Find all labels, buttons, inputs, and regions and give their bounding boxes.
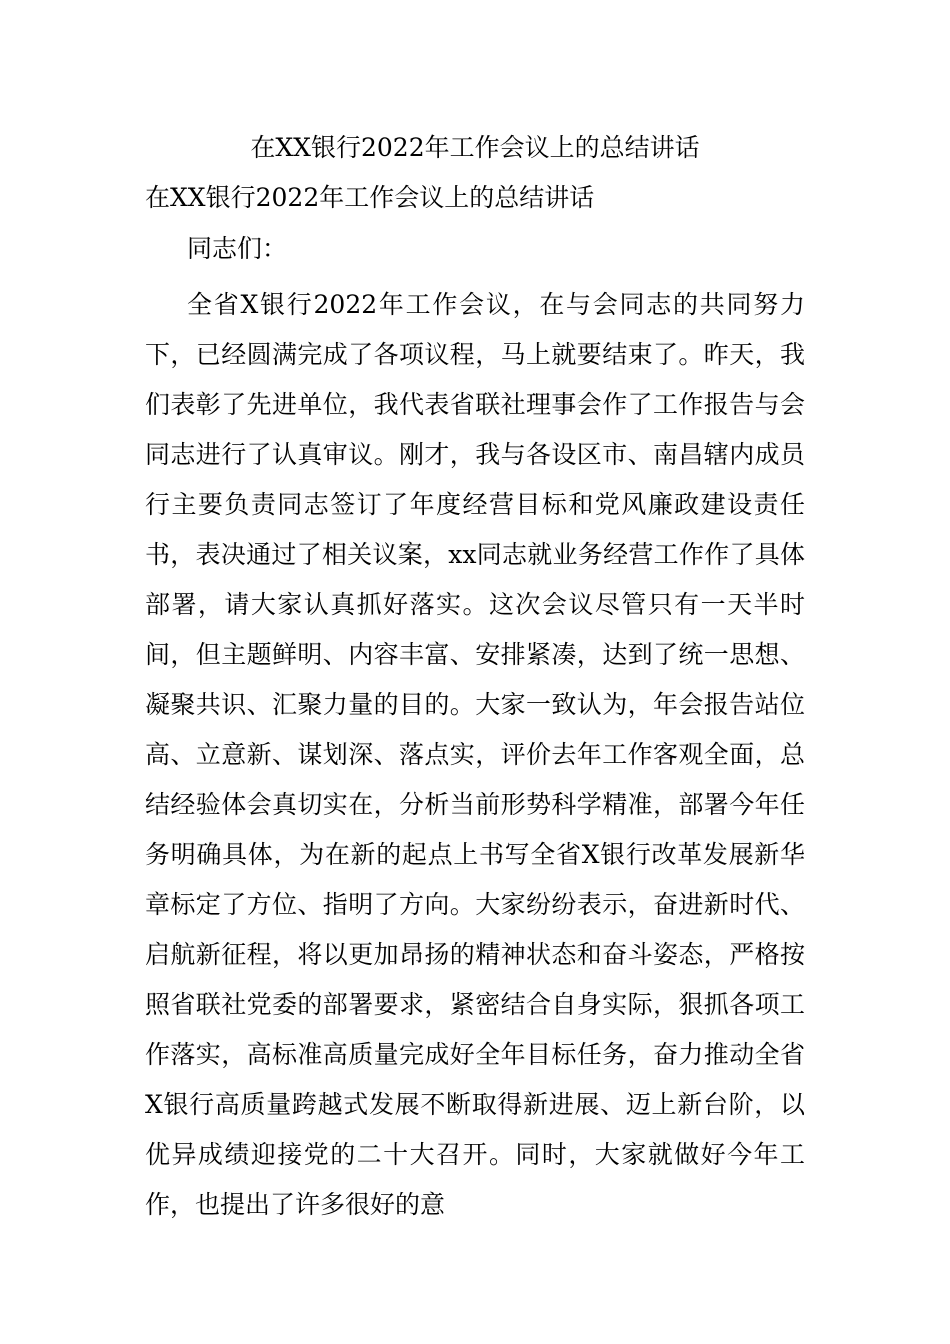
salutation: 同志们： (187, 234, 288, 263)
body-paragraph: 全省X银行2022年工作会议，在与会同志的共同努力下，已经圆满完成了各项议程，马上就要结束了。昨天，我们表彰了先进单位，我代表省联社理事会作了工作报告与会同志进行了认真审议。刚才，我与各设区市、南昌辖内成员行主要负责同志签订了年度经营目标和党风廉政建设责任书，表决通过了相关议案，xx同志就业务经营工作作了具体部署，请大家认真抓好落实。这次会议尽管只有一天半时间，但主题鲜明、内容丰富、安排紧凑，达到了统一思想、凝聚共识、汇聚力量的目的。大家一致认为，年会报告站位高、立意新、谋划深、落点实，评价去年工作客观全面，总结经验体会真切实在，分析当前形势科学精准，部署今年任务明确具体，为在新的起点上书写全省X银行改革发展新华章标定了方位、指明了方向。大家纷纷表示，奋进新时代、启航新征程，将以更加昂扬的精神状态和奋斗姿态，严格按照省联社党委的部署要求，紧密结合自身实际，狠抓各项工作落实，高标准高质量完成好全年目标任务，奋力推动全省X银行高质量跨越式发展不断取得新进展、迈上新台阶，以优异成绩迎接党的二十大召开。同时，大家就做好今年工作，也提出了许多很好的意 (145, 290, 805, 1219)
document-title-left: 在XX银行2022年工作会议上的总结讲话 (145, 183, 595, 212)
document-title-centered: 在XX银行2022年工作会议上的总结讲话 (250, 133, 700, 162)
